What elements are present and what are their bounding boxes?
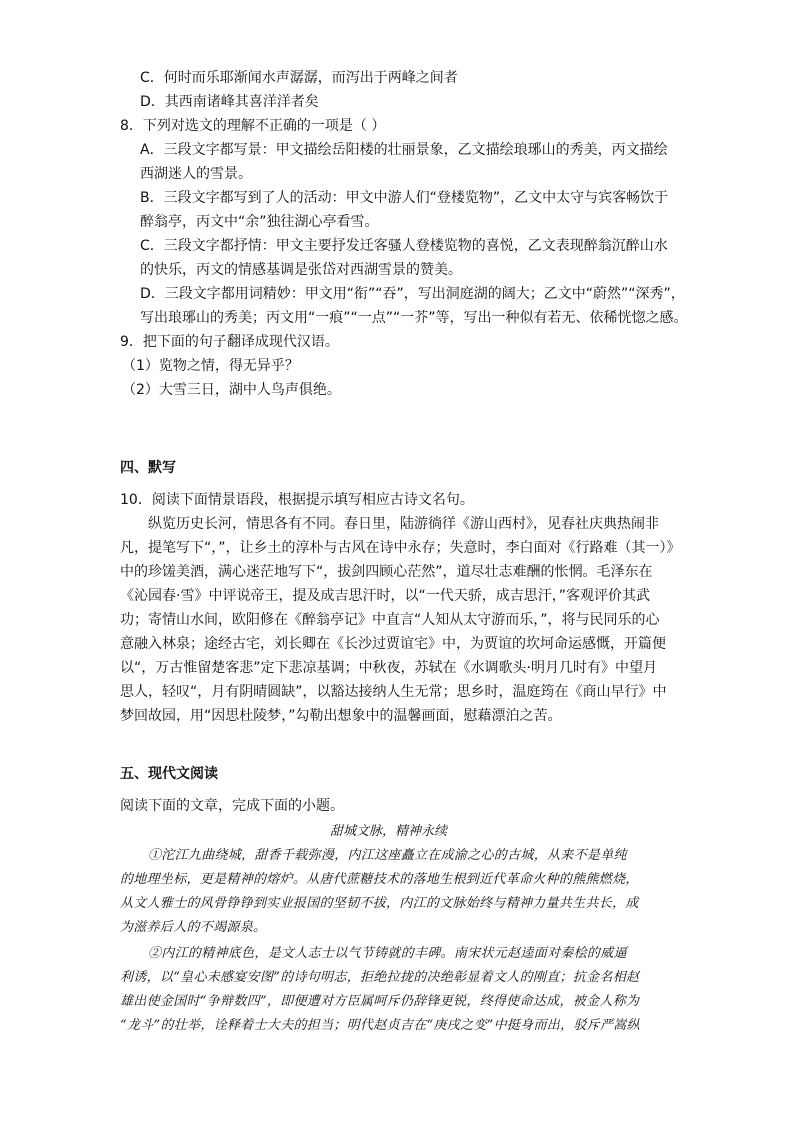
q8-option-b-line2: 醉翁亭，丙文中“余”独往湖心亭看雪。	[140, 214, 379, 230]
q8-option-d-line2: 写出琅琊山的秀美；丙文用“一痕”“一点”“一芥”等，写出一种似有若无、依稀恍惚之感。	[140, 310, 688, 326]
q9-sentence-2: （2）大雪三日，湖中人鸟声俱绝。	[122, 382, 341, 398]
q10-text-line3: 中的珍馐美酒，满心迷茫地写下“，拔剑四顾心茫然”，道尽壮志难酬的怅惘。毛泽东在	[120, 564, 653, 580]
q8-option-a-line2: 西湖迷人的雪景。	[140, 166, 252, 182]
q10-text-line9: 梦回故园，用“因思杜陵梦，”勾勒出想象中的温馨画面，慰藉漂泊之苦。	[120, 708, 562, 724]
q8-option-b-line1: B．三段文字都写到了人的活动：甲文中游人们“登楼览物”，乙文中太守与宾客畅饮于	[140, 190, 669, 206]
q8-option-a-line1: A．三段文字都写景：甲文描绘岳阳楼的壮丽景象，乙文描绘琅琊山的秀美，丙文描绘	[140, 142, 668, 158]
q8-option-d-line1: D．三段文字都用词精妙：甲文用“衔”“吞”，写出洞庭湖的阔大；乙文中“蔚然”“深秀”，	[140, 286, 685, 302]
q9-sentence-1: （1）览物之情，得无异乎？	[122, 358, 299, 374]
article-p2-line4: “龙斗”的壮举，诠释着士大夫的担当；明代赵贞吉在“庚戌之变”中挺身而出，驳斥严嵩纵	[120, 1018, 640, 1033]
article-p1-line4: 为滋养后人的不竭源泉。	[120, 920, 267, 935]
section-4-heading: 四、默写	[120, 460, 176, 476]
section-5-heading: 五、现代文阅读	[120, 766, 218, 782]
q8-option-c-line2: 的快乐，丙文的情感基调是张岱对西湖雪景的赞美。	[140, 262, 462, 278]
q10-text-line5: 功；寄情山水间，欧阳修在《醉翁亭记》中直言“人知从太守游而乐，”，将与民同乐的心	[120, 612, 660, 628]
q7-option-c: C．何时而乐耶渐闻水声潺潺，而泻出于两峰之间者	[140, 70, 458, 86]
q8-stem: 8．下列对选文的理解不正确的一项是（ ）	[120, 118, 386, 134]
article-title: 甜城文脉，精神永续	[330, 824, 448, 839]
article-p1-line3: 从文人雅士的风骨铮铮到实业报国的坚韧不拔，内江的文脉始终与精神力量共生共长，成	[120, 896, 639, 911]
q10-text-line4: 《沁园春·雪》中评说帝王，提及成吉思汗时，以“一代天骄，成吉思汗，”客观评价其武	[120, 588, 650, 604]
q10-text-line1: 纵览历史长河，情思各有不同。春日里，陆游徜徉《游山西村》，见春社庆典热闹非	[148, 516, 659, 532]
q10-text-line6: 意融入林泉；途经古宅，刘长卿在《长沙过贾谊宅》中，为贾谊的坎坷命运感慨，开篇便	[120, 636, 666, 652]
q7-option-d: D．其西南诸峰其喜洋洋者矣	[140, 94, 319, 110]
q10-text-line8: 思人，轻叹“，月有阴晴圆缺”，以豁达接纳人生无常；思乡时，温庭筠在《商山早行》中	[120, 684, 667, 700]
q9-stem: 9．把下面的句子翻译成现代汉语。	[120, 334, 339, 350]
article-p1-line1: ①沱江九曲绕城，甜香千载弥漫，内江这座矗立在成渝之心的古城，从来不是单纯	[148, 848, 627, 863]
q10-text-line2: 凡，提笔写下“，”，让乡土的淳朴与古风在诗中永存；失意时，李白面对《行路难（其一）》	[120, 540, 681, 556]
article-p1-line2: 的地理坐标，更是精神的熔炉。从唐代蔗糖技术的落地生根到近代革命火种的熊熊燃烧，	[120, 872, 639, 887]
article-p2-line1: ②内江的精神底色，是文人志士以气节铸就的丰碑。南宋状元赵逵面对秦桧的威逼	[148, 946, 627, 961]
q10-stem: 10．阅读下面情景语段，根据提示填写相应古诗文名句。	[120, 492, 474, 508]
q8-option-c-line1: C．三段文字都抒情：甲文主要抒发迁客骚人登楼览物的喜悦，乙文表现醉翁沉醉山水	[140, 238, 668, 254]
article-p2-line3: 雄出使金国时“争辩数四”，即便遭对方臣属呵斥仍辞锋更锐，终得使命达成，被金人称为	[120, 994, 640, 1009]
q10-text-line7: 以“，万古惟留楚客悲”定下悲凉基调；中秋夜，苏轼在《水调歌头·明月几时有》中望月	[120, 660, 657, 676]
section-5-intro: 阅读下面的文章，完成下面的小题。	[120, 798, 344, 814]
article-p2-line2: 利诱，以“皇心未感宴安图”的诗句明志，拒绝拉拢的决绝彰显着文人的刚直；抗金名相赵	[120, 970, 640, 985]
